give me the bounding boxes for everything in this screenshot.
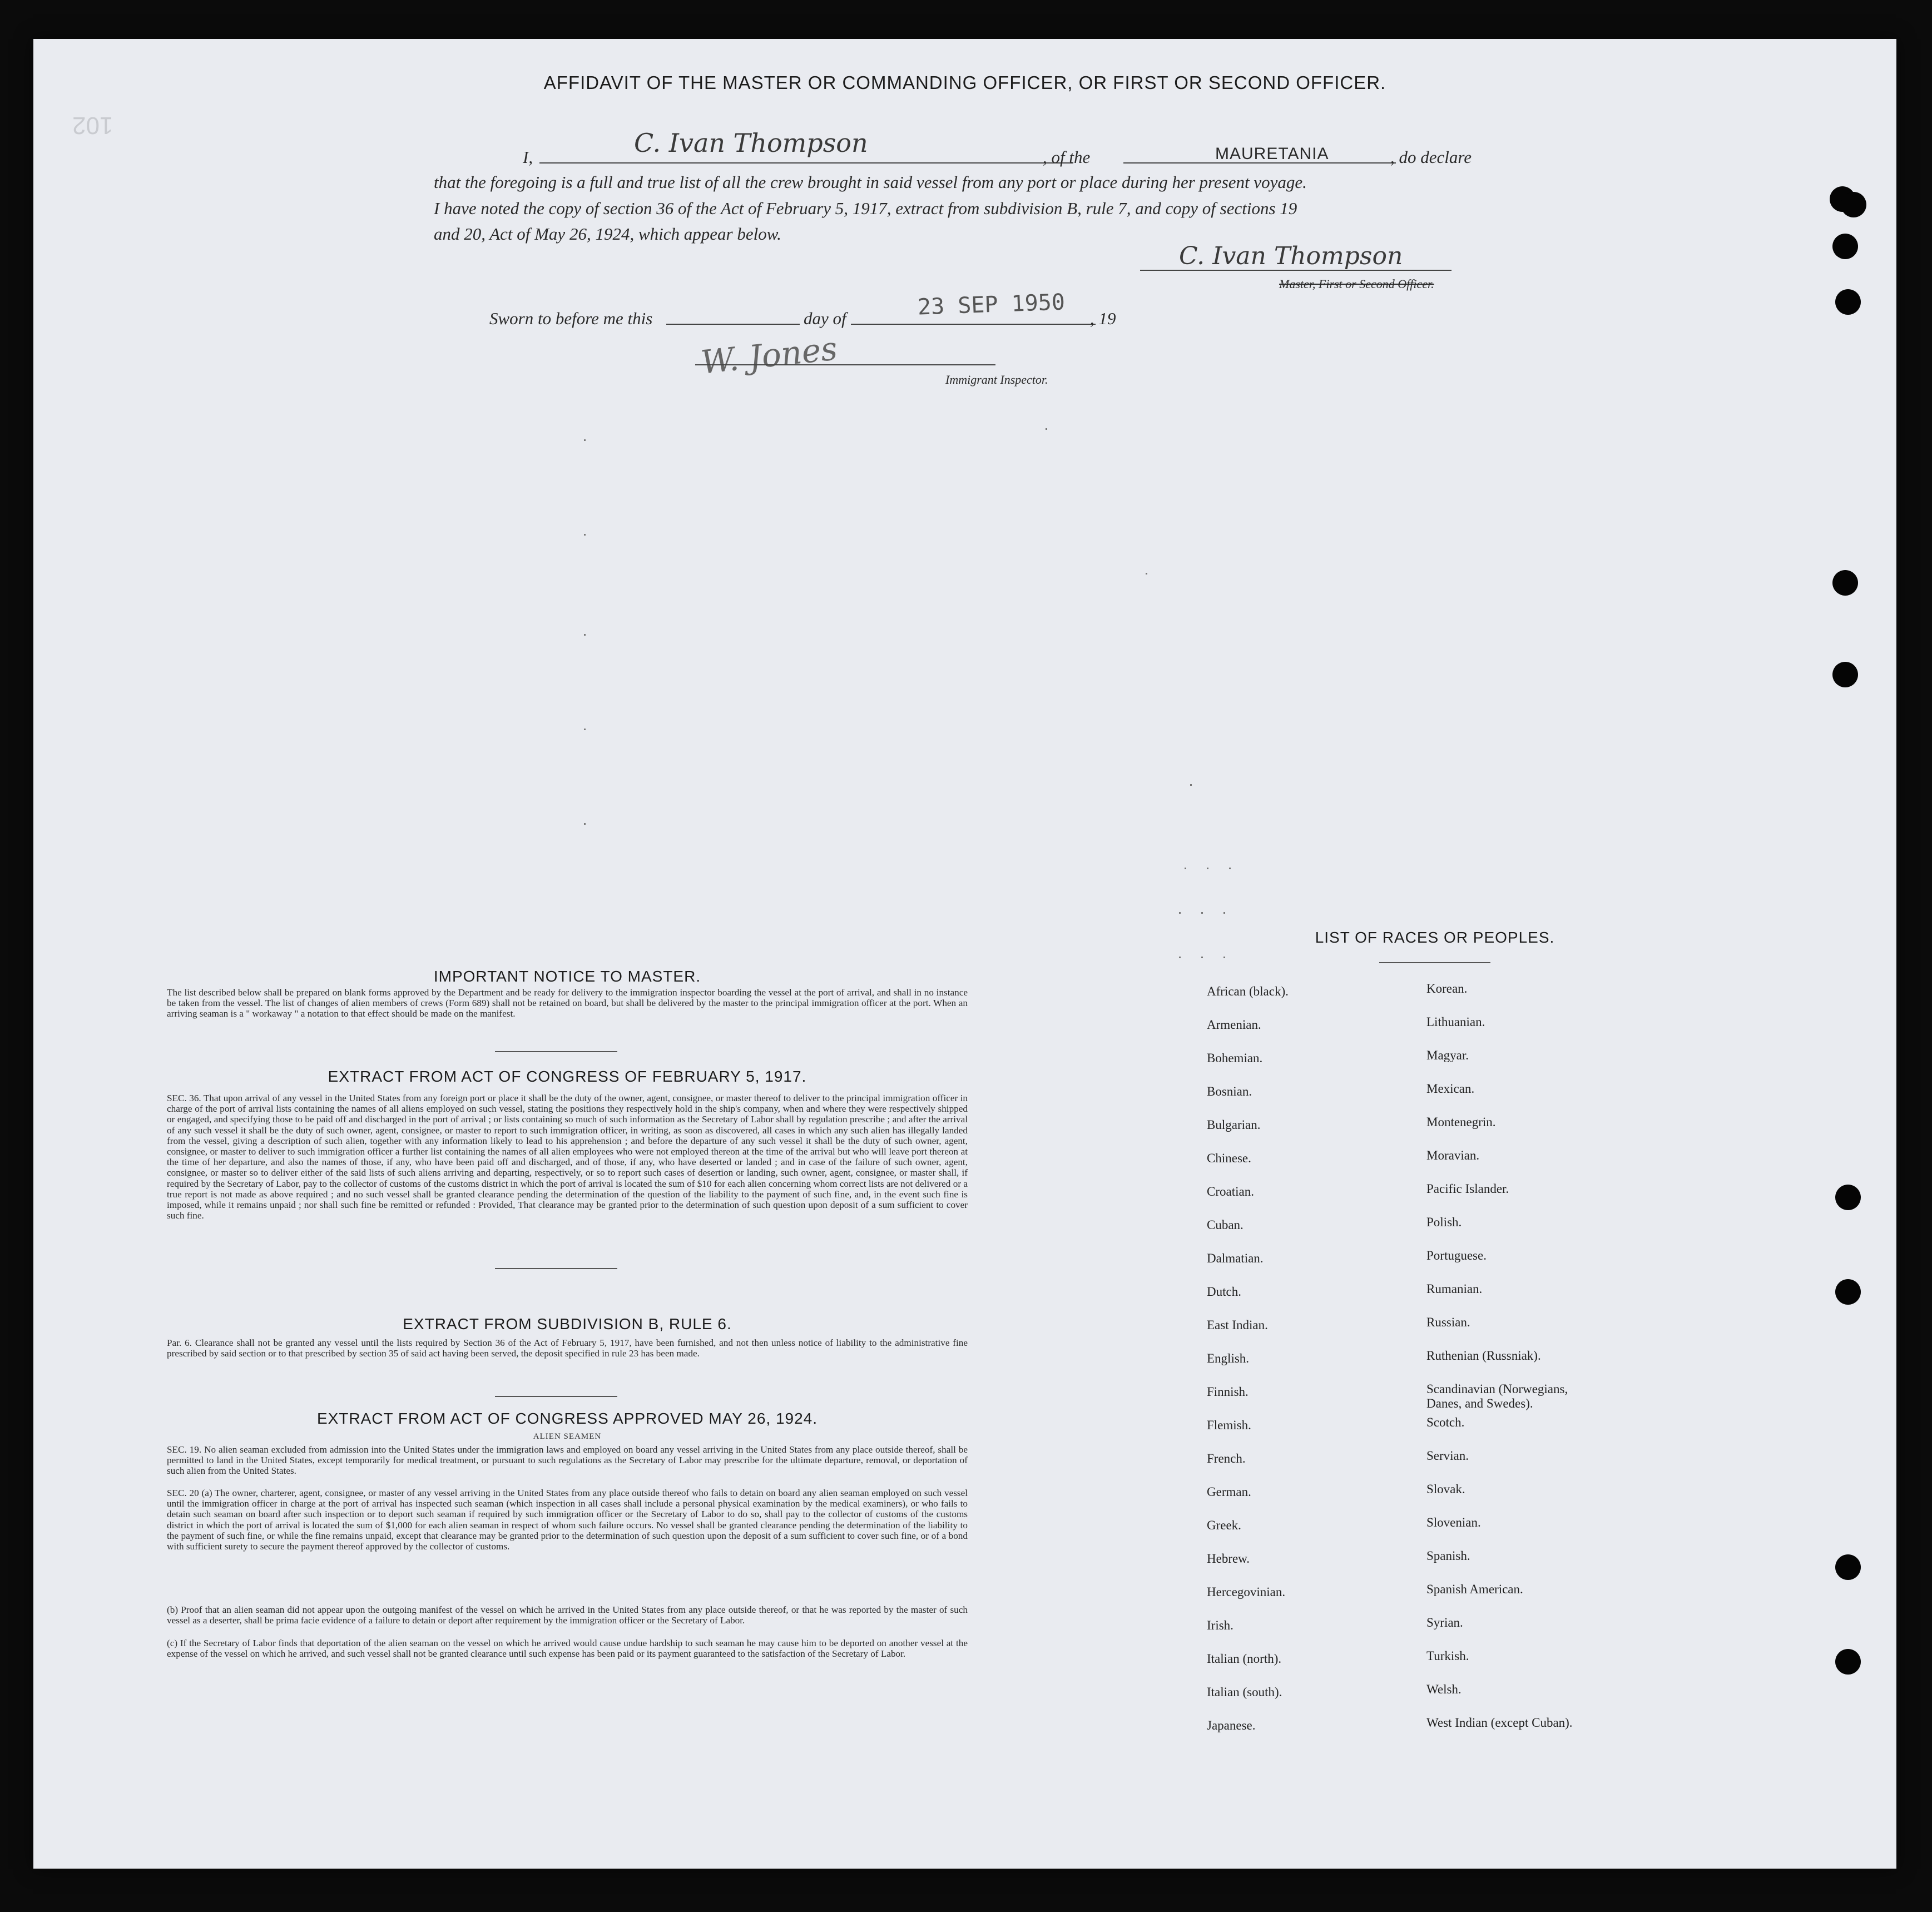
extract-1924-sec20b: (b) Proof that an alien seaman did not appear upon the outgoing manifest of the vessel on which he arrived in the United States from any place outside thereof, or that he was reported by the master of such vessel as a deserter, shall be prima facie evidence of a failure to detain or deport after requirement by the immigration officer or the Secretary of Labor. (167, 1604, 968, 1626)
vessel-name: MAURETANIA (1215, 145, 1329, 163)
race-item: Turkish. (1426, 1649, 1469, 1663)
speck (1179, 912, 1181, 914)
decl-line-4: and 20, Act of May 26, 1924, which appear below. (434, 224, 781, 244)
officer-name-line (539, 162, 1073, 164)
race-item: Armenian. (1207, 1018, 1261, 1032)
race-item: Servian. (1426, 1449, 1469, 1463)
extract-1924-sec20c: (c) If the Secretary of Labor finds that deportation of the alien seaman on the vessel on which he arrived would cause undue hardship to such seaman he may cause him to be deported on another vessel at the expense of the vessel on which he arrived, and such vessel shall not be granted clearance until such expense has been paid or its payment guaranteed to the satisfaction of the Secretary of Labor. (167, 1638, 968, 1660)
speck (1190, 784, 1192, 786)
decl-i: I, (523, 147, 533, 167)
race-item: Scotch. (1426, 1415, 1465, 1429)
race-item: Magyar. (1426, 1048, 1469, 1062)
speck (584, 823, 586, 825)
race-item: Spanish American. (1426, 1582, 1523, 1596)
race-item: Japanese. (1207, 1718, 1256, 1732)
rule6-title: EXTRACT FROM SUBDIVISION B, RULE 6. (403, 1315, 732, 1333)
race-item: Lithuanian. (1426, 1015, 1485, 1029)
officer-signature-line (1140, 270, 1452, 271)
margin-page-number: 102 (72, 112, 113, 139)
race-item: Greek. (1207, 1518, 1241, 1532)
speck (1146, 573, 1147, 574)
notice-title: IMPORTANT NOTICE TO MASTER. (433, 968, 701, 985)
race-item: Syrian. (1426, 1616, 1463, 1629)
race-item: Welsh. (1426, 1682, 1462, 1696)
speck (584, 729, 586, 730)
punch-hole (1832, 234, 1858, 259)
race-item: Pacific Islander. (1426, 1182, 1509, 1196)
race-item: Slovenian. (1426, 1515, 1481, 1529)
race-item: Montenegrin. (1426, 1115, 1496, 1129)
inspector-signature: W. Jones (699, 329, 839, 382)
race-item: Cuban. (1207, 1218, 1244, 1232)
extract-1924-subtitle: ALIEN SEAMEN (533, 1432, 602, 1441)
punch-hole (1832, 662, 1858, 687)
extract-1917-text: SEC. 36. That upon arrival of any vessel in the United States from any foreign port or place it shall be the duty of the owner, agent, consignee, or master thereof to deliver to the principal immigration officer in charge of the port of arrival lists containing the names of all aliens employed on such vessel, stating the positions they respectively hold in the ship's company, when and where they were respectively shipped or engaged, and specifying those to be paid off and discharged in the port of arrival ; or lists containing so much of such information as the Secretary of Labor shall by regulation prescribe ; and after the arrival of any such vessel it shall be the duty of such owner, agent, consignee, or master to report to such immigration officer, in writing, as soon as discovered, all cases in which any such alien has illegally landed from the vessel, giving a description of such alien, together with any information likely to lead to his apprehension ; and before the departure of any such vessel it shall be the duty of such owner, agent, consignee, or master to deliver to such immigration officer a further list containing the names of all alien employees who were not employed thereon at the time of the arrival but who will leave port thereon at the time of her departure, and also the names of those, if any, who have been paid off and discharged, and of those, if any, who have deserted or landed ; and in case of the failure of such owner, agent, consignee, or master so to deliver either of the said lists of such aliens arriving and departing, respectively, or so to report such cases of desertion or landing, such owner, agent, consignee, or master shall, if required by the Secretary of Labor, pay to the collector of customs of the customs district in which the port of arrival is located the sum of $10 for each alien concerning whom correct lists are not delivered or a true report is not made as above required ; and no such vessel shall be granted clearance pending the determination of the question of the liability to the payment of such fine, and, in the event such fine is imposed, while it remains unpaid ; nor shall such fine be remitted or refunded : Provided, That clearance may be granted prior to the determination of such question upon deposit of a sum sufficient to cover such fine. (167, 1093, 968, 1221)
affidavit-title: AFFIDAVIT OF THE MASTER OR COMMANDING OFFICER, OR FIRST OR SECOND OFFICER. (543, 72, 1386, 93)
sworn-year: , 19 (1090, 309, 1116, 328)
race-item: East Indian. (1207, 1318, 1268, 1332)
punch-hole (1835, 289, 1861, 315)
race-item: Croatian. (1207, 1185, 1254, 1198)
speck (584, 439, 586, 441)
punch-hole (1835, 1185, 1861, 1210)
speck (1046, 428, 1047, 430)
race-item: African (black). (1207, 984, 1289, 998)
race-item: German. (1207, 1485, 1251, 1499)
race-item: Rumanian. (1426, 1282, 1483, 1296)
notice-text: The list described below shall be prepared on blank forms approved by the Department and be ready for delivery to the immigration inspector boarding the vessel at the port of arrival, and shall in no instance be taken from the vessel. The list of changes of alien members of crews (Form 689) shall not be retained on board, but shall be delivered by the master to the principal immigration officer at the port. When an arriving seaman is a " workaway " a notation to that effect should be made on the manifest. (167, 987, 968, 1019)
race-item: Polish. (1426, 1215, 1462, 1229)
race-item: Hercegovinian. (1207, 1585, 1286, 1599)
race-item: French. (1207, 1452, 1246, 1465)
inspector-label: Immigrant Inspector. (945, 373, 1048, 387)
speck (584, 634, 586, 636)
race-item: Italian (north). (1207, 1652, 1282, 1666)
sworn-day-line (666, 324, 800, 325)
race-item: Portuguese. (1426, 1249, 1487, 1262)
race-item: Dutch. (1207, 1285, 1241, 1299)
decl-line-2: that the foregoing is a full and true list of all the crew brought in said vessel from any port or place during her present voyage. (434, 172, 1307, 192)
speck (1179, 957, 1181, 958)
race-item: Ruthenian (Russniak). (1426, 1349, 1541, 1363)
notice-divider (495, 1051, 617, 1052)
race-item: Bosnian. (1207, 1084, 1252, 1098)
punch-hole (1841, 192, 1866, 217)
punch-hole (1832, 570, 1858, 596)
race-item: Bulgarian. (1207, 1118, 1261, 1132)
extract-1917-divider (495, 1268, 617, 1269)
decl-of-the: , of the (1043, 147, 1091, 167)
race-item: Moravian. (1426, 1148, 1480, 1162)
sworn-prefix: Sworn to before me this (489, 309, 653, 328)
races-divider (1379, 962, 1490, 963)
race-item: English. (1207, 1351, 1250, 1365)
speck (1207, 868, 1208, 869)
signature-role: Master, First or Second Officer. (1279, 277, 1434, 291)
rule6-divider (495, 1396, 617, 1397)
race-item: Dalmatian. (1207, 1251, 1264, 1265)
race-item: Italian (south). (1207, 1685, 1282, 1699)
extract-1924-title: EXTRACT FROM ACT OF CONGRESS APPROVED MAY 26, 1924. (316, 1410, 818, 1427)
speck (1223, 957, 1225, 958)
decl-line-3: I have noted the copy of section 36 of the Act of February 5, 1917, extract from subdivision B, rule 7, and copy of sections 19 (434, 199, 1297, 218)
speck (1229, 868, 1231, 869)
race-item: Finnish. (1207, 1385, 1249, 1399)
extract-1924-sec20a: SEC. 20 (a) The owner, charterer, agent, consignee, or master of any vessel arriving in the United States from any place outside thereof who fails to detain on board any alien seaman employed on such vessel until the immigration officer in charge at the port of arrival has inspected such seaman (which inspection in all cases shall include a personal physical examination by the medical examiners), or who fails to detain such seaman on board after such inspection or to deport such seaman if required by such immigration officer or the Secretary of Labor to do so, shall pay to the collector of customs of the customs district in which the port of arrival is located the sum of $1,000 for each alien seaman in respect of whom such failure occurs. No vessel shall be granted clearance pending the determination of the liability to the payment of such fine, or while the fine remains unpaid, except that clearance may be granted prior to the determination of such question upon the deposit of a sum sufficient to cover such fine, or of a bond with sufficient surety to secure the payment thereof approved by the collector of customs. (167, 1488, 968, 1552)
race-item: Scandinavian (Norwegians, Danes, and Swedes). (1426, 1382, 1568, 1410)
speck (1223, 912, 1225, 914)
race-item: Russian. (1426, 1315, 1470, 1329)
race-item: Irish. (1207, 1618, 1233, 1632)
punch-hole (1835, 1554, 1861, 1580)
speck (1201, 957, 1203, 958)
punch-hole (1835, 1279, 1861, 1305)
speck (1201, 912, 1203, 914)
race-item: West Indian (except Cuban). (1426, 1716, 1573, 1730)
decl-do-declare: , do declare (1390, 147, 1472, 167)
rule6-text: Par. 6. Clearance shall not be granted any vessel until the lists required by Section 36 of the Act of February 5, 1917, have been furnished, and not then unless notice of liability to the administrative fine prescribed by said section or to that prescribed by section 35 of said act having been served, the deposit specified in rule 23 has been made. (167, 1338, 968, 1359)
sworn-day-of: day of (804, 309, 846, 328)
officer-signature: C. Ivan Thompson (634, 128, 868, 158)
race-item: Slovak. (1426, 1482, 1465, 1496)
extract-1917-title: EXTRACT FROM ACT OF CONGRESS OF FEBRUARY 5, 1917. (328, 1068, 807, 1085)
race-item: Spanish. (1426, 1549, 1470, 1563)
speck (584, 534, 586, 536)
punch-hole (1835, 1649, 1861, 1675)
speck (1185, 868, 1186, 869)
extract-1924-sec19: SEC. 19. No alien seaman excluded from admission into the United States under the immigration laws and employed on board any vessel arriving in the United States from any place outside thereof, shall be permitted to land in the United States, except temporarily for medical treatment, or pursuant to such regulations as the Secretary of Labor may prescribe for the ultimate departure, removal, or deportation of such alien from the United States. (167, 1444, 968, 1477)
race-item: Korean. (1426, 982, 1468, 995)
race-item: Bohemian. (1207, 1051, 1263, 1065)
officer-signature-right: C. Ivan Thompson (1179, 242, 1403, 270)
sworn-date-line (851, 324, 1096, 325)
race-item: Chinese. (1207, 1151, 1251, 1165)
race-item: Mexican. (1426, 1082, 1475, 1096)
inspector-line (695, 364, 995, 365)
document-sheet (33, 39, 1896, 1869)
race-item: Hebrew. (1207, 1552, 1250, 1566)
date-stamp: 23 SEP 1950 (917, 289, 1066, 320)
races-title: LIST OF RACES OR PEOPLES. (1315, 929, 1555, 946)
race-item: Flemish. (1207, 1418, 1251, 1432)
